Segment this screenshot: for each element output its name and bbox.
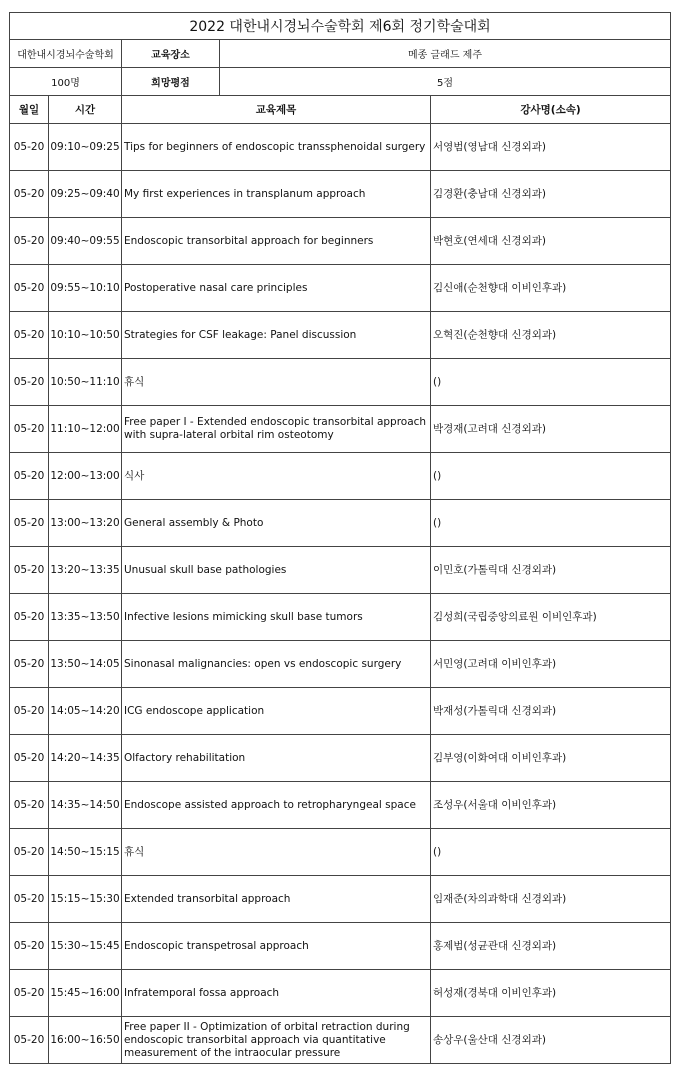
session-time: 13:50~14:05 (49, 641, 122, 688)
session-date: 05-20 (10, 406, 49, 453)
session-time: 15:30~15:45 (49, 923, 122, 970)
table-row (10, 312, 671, 359)
session-date: 05-20 (10, 171, 49, 218)
session-time: 10:50~11:10 (49, 359, 122, 406)
session-title: Free paper II - Optimization of orbital retraction during endoscopic transorbital approach via quantitative measurement of the intraocular pressure (122, 1017, 431, 1064)
session-date: 05-20 (10, 735, 49, 782)
table-row (10, 735, 671, 782)
table-row (10, 1017, 671, 1064)
session-title: ICG endoscope application (122, 688, 431, 735)
session-title: Endoscope assisted approach to retropharyngeal space (122, 782, 431, 829)
table-row (10, 547, 671, 594)
session-speaker: () (431, 359, 671, 406)
session-date: 05-20 (10, 782, 49, 829)
table-row (10, 171, 671, 218)
schedule-body (10, 124, 671, 1064)
page-title: 2022 대한내시경뇌수술학회 제6회 정기학술대회 (10, 13, 671, 40)
session-title: Endoscopic transorbital approach for beginners (122, 218, 431, 265)
session-date: 05-20 (10, 218, 49, 265)
session-speaker: 김부영(이화여대 이비인후과) (431, 735, 671, 782)
session-time: 14:05~14:20 (49, 688, 122, 735)
session-speaker: 김성희(국립중앙의료원 이비인후과) (431, 594, 671, 641)
session-date: 05-20 (10, 124, 49, 171)
session-speaker: 김경환(충남대 신경외과) (431, 171, 671, 218)
credit: 5점 (436, 78, 454, 89)
session-date: 05-20 (10, 829, 49, 876)
table-row (10, 923, 671, 970)
session-time: 16:00~16:50 (49, 1017, 122, 1064)
session-title: Tips for beginners of endoscopic transsphenoidal surgery (122, 124, 431, 171)
session-date: 05-20 (10, 547, 49, 594)
session-speaker: 조성우(서울대 이비인후과) (431, 782, 671, 829)
session-title: Endoscopic transpetrosal approach (122, 923, 431, 970)
session-speaker: 송상우(울산대 신경외과) (431, 1017, 671, 1064)
session-speaker: 서민영(고려대 이비인후과) (431, 641, 671, 688)
session-title: Extended transorbital approach (122, 876, 431, 923)
session-speaker: () (431, 500, 671, 547)
session-time: 09:10~09:25 (49, 124, 122, 171)
session-time: 13:20~13:35 (49, 547, 122, 594)
table-row (10, 453, 671, 500)
header-date: 월일 (10, 96, 49, 124)
session-time: 14:20~14:35 (49, 735, 122, 782)
session-time: 09:55~10:10 (49, 265, 122, 312)
venue-label: 교육장소 (122, 40, 220, 67)
session-speaker: 김신애(순천향대 이비인후과) (431, 265, 671, 312)
session-date: 05-20 (10, 594, 49, 641)
session-title: Postoperative nasal care principles (122, 265, 431, 312)
session-date: 05-20 (10, 500, 49, 547)
session-title: Sinonasal malignancies: open vs endoscopic surgery (122, 641, 431, 688)
table-row (10, 500, 671, 547)
session-date: 05-20 (10, 359, 49, 406)
session-time: 13:35~13:50 (49, 594, 122, 641)
session-date: 05-20 (10, 312, 49, 359)
session-title: Infratemporal fossa approach (122, 970, 431, 1017)
table-row (10, 265, 671, 312)
table-row (10, 876, 671, 923)
session-time: 09:40~09:55 (49, 218, 122, 265)
venue: 메종 글래드 제주 (408, 50, 482, 61)
session-speaker: 서영범(영남대 신경외과) (431, 124, 671, 171)
session-speaker: 이민호(가톨릭대 신경외과) (431, 547, 671, 594)
session-time: 10:10~10:50 (49, 312, 122, 359)
table-row (10, 641, 671, 688)
session-time: 14:35~14:50 (49, 782, 122, 829)
session-title: 휴식 (122, 829, 431, 876)
organizer: 대한내시경뇌수술학회 (10, 40, 122, 68)
credit-label: 희망평점 (122, 68, 220, 95)
session-speaker: 박재성(가톨릭대 신경외과) (431, 688, 671, 735)
session-time: 14:50~15:15 (49, 829, 122, 876)
session-time: 11:10~12:00 (49, 406, 122, 453)
session-time: 09:25~09:40 (49, 171, 122, 218)
table-row (10, 594, 671, 641)
session-date: 05-20 (10, 641, 49, 688)
session-speaker: 허성재(경북대 이비인후과) (431, 970, 671, 1017)
session-speaker: 박현호(연세대 신경외과) (431, 218, 671, 265)
session-date: 05-20 (10, 265, 49, 312)
session-speaker: 오혁진(순천향대 신경외과) (431, 312, 671, 359)
table-row (10, 970, 671, 1017)
table-row (10, 829, 671, 876)
header-time: 시간 (49, 96, 122, 124)
session-date: 05-20 (10, 1017, 49, 1064)
session-time: 15:45~16:00 (49, 970, 122, 1017)
table-row (10, 218, 671, 265)
session-date: 05-20 (10, 923, 49, 970)
session-title: General assembly & Photo (122, 500, 431, 547)
session-speaker: 홍제범(성균관대 신경외과) (431, 923, 671, 970)
session-title: 휴식 (122, 359, 431, 406)
session-date: 05-20 (10, 876, 49, 923)
capacity: 100명 (10, 68, 122, 96)
session-title: Strategies for CSF leakage: Panel discussion (122, 312, 431, 359)
session-date: 05-20 (10, 970, 49, 1017)
session-title: 식사 (122, 453, 431, 500)
table-row (10, 406, 671, 453)
session-title: Infective lesions mimicking skull base tumors (122, 594, 431, 641)
table-row (10, 688, 671, 735)
session-title: Olfactory rehabilitation (122, 735, 431, 782)
session-time: 13:00~13:20 (49, 500, 122, 547)
table-row (10, 782, 671, 829)
session-speaker: () (431, 453, 671, 500)
schedule-table (9, 12, 671, 1064)
header-title: 교육제목 (122, 96, 431, 124)
session-title: Unusual skull base pathologies (122, 547, 431, 594)
table-row (10, 359, 671, 406)
session-speaker: 임재준(차의과학대 신경외과) (431, 876, 671, 923)
table-row (10, 124, 671, 171)
session-date: 05-20 (10, 688, 49, 735)
session-title: Free paper I - Extended endoscopic transorbital approach with supra-lateral orbital rim osteotomy (122, 406, 431, 453)
session-speaker: () (431, 829, 671, 876)
session-speaker: 박경재(고려대 신경외과) (431, 406, 671, 453)
session-title: My first experiences in transplanum approach (122, 171, 431, 218)
session-date: 05-20 (10, 453, 49, 500)
header-speaker: 강사명(소속) (431, 96, 671, 124)
session-time: 12:00~13:00 (49, 453, 122, 500)
session-time: 15:15~15:30 (49, 876, 122, 923)
